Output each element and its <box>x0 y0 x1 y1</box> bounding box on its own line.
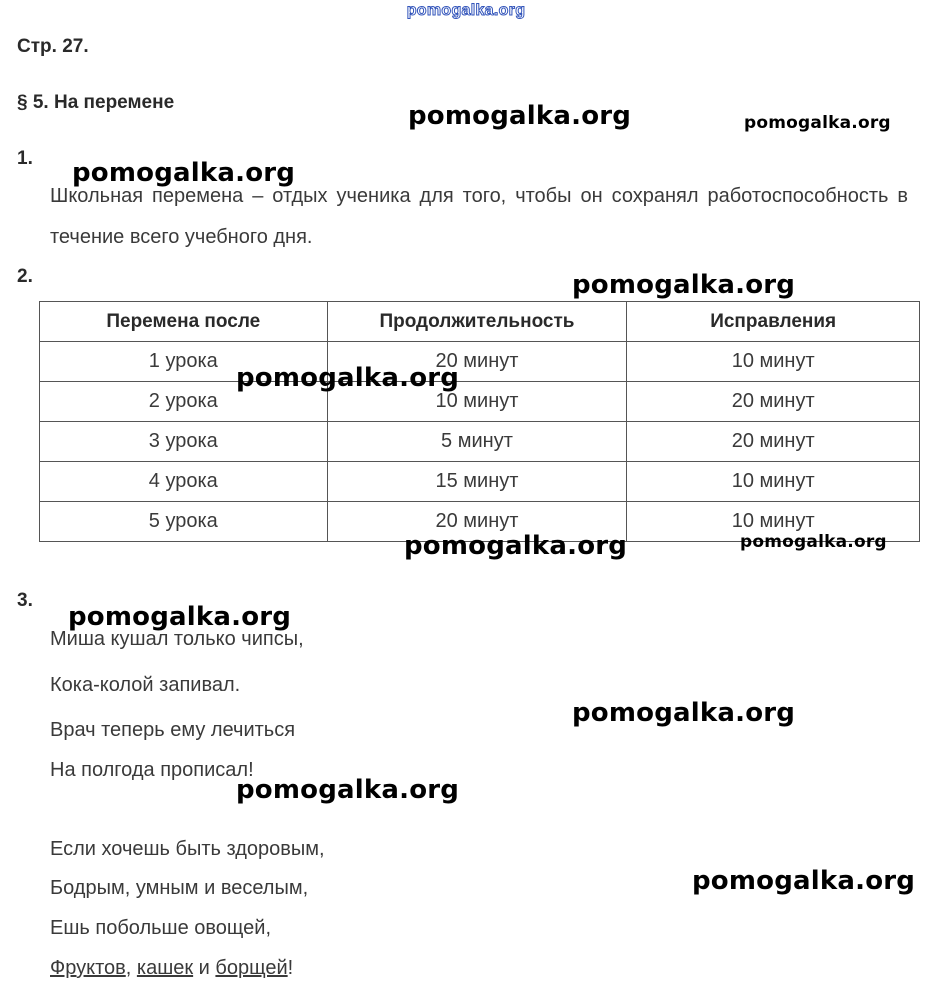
poem-line: Миша кушал только чипсы, <box>50 628 304 650</box>
punctuation: ! <box>287 957 294 979</box>
watermark: pomogalka.org <box>408 101 632 131</box>
section-title: § 5. На перемене <box>17 92 175 113</box>
poem-line: Кока-колой запивал. <box>50 674 241 696</box>
poem-line: Ешь побольше овощей, <box>50 917 271 939</box>
watermark: pomogalka.org <box>572 698 796 728</box>
table-cell: 20 минут <box>627 382 920 422</box>
table-header-row <box>40 302 920 342</box>
poem-last-line <box>50 957 293 980</box>
watermark: pomogalka.org <box>72 158 296 188</box>
table-cell: 4 урока <box>40 462 328 502</box>
column-header: Перемена после <box>40 302 328 342</box>
watermark: pomogalka.org <box>740 532 887 552</box>
watermark: pomogalka.org <box>692 866 916 896</box>
table-row <box>40 462 920 502</box>
table-cell: 20 минут <box>627 422 920 462</box>
task-2-number: 2. <box>17 266 33 287</box>
table-row <box>40 422 920 462</box>
table-cell: 1 урока <box>40 342 328 382</box>
poem-line: Бодрым, умным и веселым, <box>50 877 309 899</box>
table-cell: 20 минут <box>327 342 627 382</box>
table-row <box>40 342 920 382</box>
page-reference: Стр. 27. <box>17 36 89 57</box>
table-cell: 15 минут <box>327 462 627 502</box>
site-banner: pomogalka.org <box>406 2 526 19</box>
table-cell: 10 минут <box>327 382 627 422</box>
watermark: pomogalka.org <box>68 602 292 632</box>
watermark: pomogalka.org <box>236 363 460 393</box>
table-cell: 20 минут <box>327 502 627 542</box>
table-cell: 10 минут <box>627 462 920 502</box>
task-1-number: 1. <box>17 148 33 169</box>
table-cell: 5 урока <box>40 502 328 542</box>
watermark: pomogalka.org <box>572 270 796 300</box>
column-header: Продолжительность <box>327 302 627 342</box>
table-cell: 2 урока <box>40 382 328 422</box>
underlined-word-porridge: кашек <box>136 957 194 979</box>
breaks-table <box>39 301 920 542</box>
task-1-text: Школьная перемена – отдых ученика для того, чтобы он сохранял работоспособность в течение всего учебного дня. <box>50 185 908 248</box>
task-3-number: 3. <box>17 590 33 611</box>
table-cell: 10 минут <box>627 502 920 542</box>
watermark: pomogalka.org <box>236 775 460 805</box>
separator: и <box>193 957 216 979</box>
poem-line: Врач теперь ему лечиться <box>50 719 296 741</box>
underlined-word-borscht: борщей <box>215 957 288 979</box>
table-cell: 5 минут <box>327 422 627 462</box>
table-cell: 3 урока <box>40 422 328 462</box>
watermark: pomogalka.org <box>404 531 628 561</box>
separator: , <box>125 957 137 979</box>
watermark: pomogalka.org <box>744 113 891 133</box>
table-cell: 10 минут <box>627 342 920 382</box>
poem-line: На полгода прописал! <box>50 759 254 781</box>
column-header: Исправления <box>627 302 920 342</box>
table-row <box>40 382 920 422</box>
underlined-word-fruits: Фруктов <box>50 957 126 979</box>
poem-line: Если хочешь быть здоровым, <box>50 838 325 860</box>
